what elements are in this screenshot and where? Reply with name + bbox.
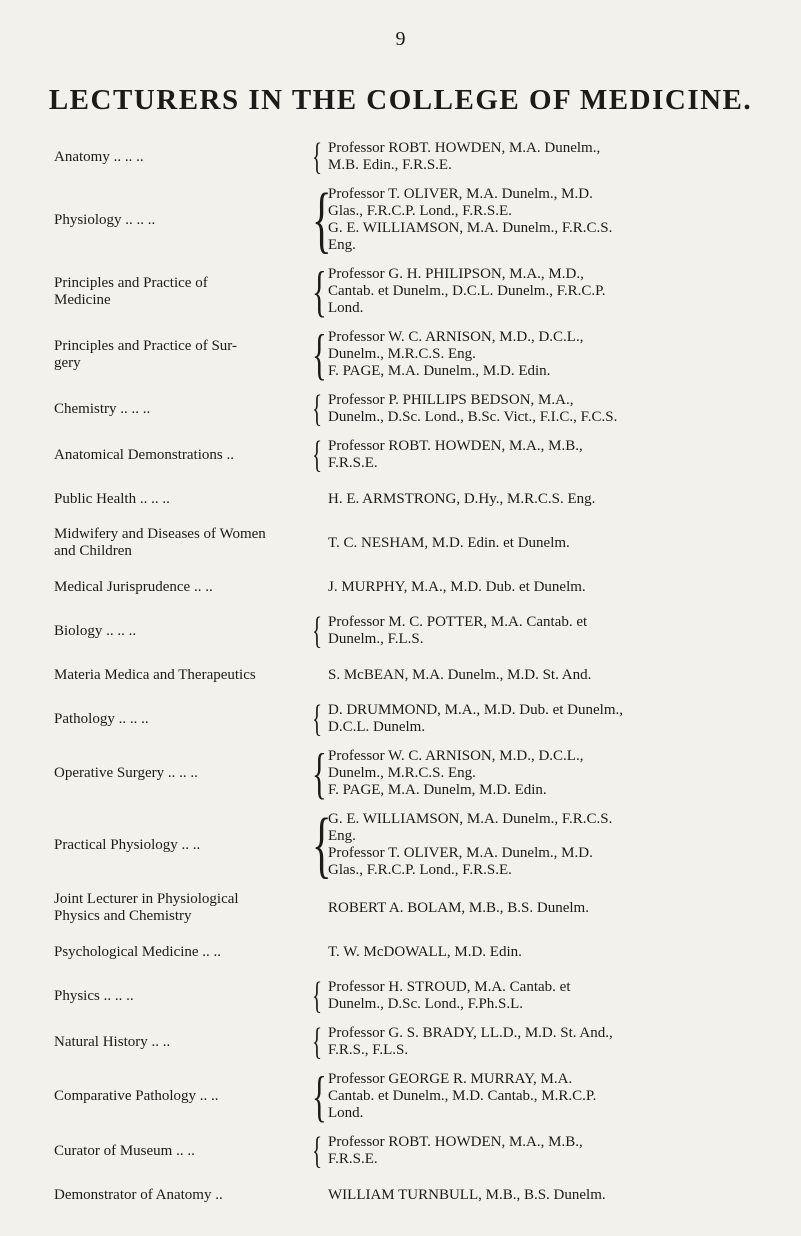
brace-glyph: { bbox=[312, 388, 323, 430]
subject-line: Natural History .. .. bbox=[54, 1033, 171, 1050]
lecturer-names bbox=[328, 900, 774, 917]
lecturer-entry bbox=[54, 388, 774, 430]
lecturer-line: Professor W. C. ARNISON, M.D., D.C.L., bbox=[328, 329, 584, 345]
page-title: LECTURERS IN THE COLLEGE OF MEDICINE. bbox=[48, 84, 753, 116]
lecturer-names bbox=[328, 392, 774, 426]
page-number: 9 bbox=[395, 28, 406, 50]
lecturer-entry bbox=[54, 434, 774, 476]
subject-name bbox=[54, 401, 312, 418]
subject-line: Medicine bbox=[54, 291, 111, 308]
brace-glyph: { bbox=[312, 975, 323, 1017]
brace-glyph: { bbox=[312, 698, 323, 740]
lecturer-line: Professor G. S. BRADY, LL.D., M.D. St. And., bbox=[328, 1025, 613, 1041]
subject-name bbox=[54, 1034, 312, 1051]
subject-line: Anatomical Demonstrations .. bbox=[54, 446, 234, 463]
lecturer-line: T. C. NESHAM, M.D. Edin. et Dunelm. bbox=[328, 534, 570, 551]
subject-line: Demonstrator of Anatomy .. bbox=[54, 1186, 223, 1203]
lecturer-line: Lond. bbox=[328, 300, 364, 316]
subject-name bbox=[54, 579, 312, 596]
subject-name bbox=[54, 1143, 312, 1160]
subject-line: Principles and Practice of bbox=[54, 274, 208, 291]
lecturer-line: F.R.S., F.L.S. bbox=[328, 1042, 409, 1058]
lecturer-line: Professor T. OLIVER, M.A. Dunelm., M.D. bbox=[328, 186, 593, 202]
lecturer-line: ROBERT A. BOLAM, M.B., B.S. Dunelm. bbox=[328, 899, 589, 916]
lecturer-names bbox=[328, 491, 774, 508]
lecturer-entry bbox=[54, 572, 774, 602]
subject-name bbox=[54, 1187, 312, 1204]
brace-glyph: { bbox=[312, 179, 332, 261]
lecturer-names bbox=[328, 329, 774, 380]
lecturer-line: Eng. bbox=[328, 828, 356, 844]
brace-glyph: { bbox=[312, 136, 323, 178]
lecturer-line: D. DRUMMOND, M.A., M.D. Dub. et Dunelm., bbox=[328, 702, 623, 718]
subject-line: and Children bbox=[54, 543, 132, 559]
lecturer-names bbox=[328, 1187, 774, 1204]
subject-name bbox=[54, 944, 312, 961]
subject-line: Curator of Museum .. .. bbox=[54, 1142, 195, 1159]
lecturer-line: Eng. bbox=[328, 237, 356, 253]
lecturer-line: S. McBEAN, M.A. Dunelm., M.D. St. And. bbox=[328, 666, 592, 683]
subject-name bbox=[54, 447, 312, 464]
lecturer-entry bbox=[54, 260, 774, 323]
lecturer-line: F. PAGE, M.A. Dunelm, M.D. Edin. bbox=[328, 782, 547, 798]
subject-line: Physics and Chemistry bbox=[54, 908, 192, 924]
subject-name bbox=[54, 623, 312, 640]
subject-name bbox=[54, 667, 312, 684]
lecturer-line: G. E. WILLIAMSON, M.A. Dunelm., F.R.C.S. bbox=[328, 220, 613, 236]
lecturer-line: H. E. ARMSTRONG, D.Hy., M.R.C.S. Eng. bbox=[328, 490, 596, 507]
subject-line: Midwifery and Diseases of Women bbox=[54, 526, 266, 542]
subject-line: Operative Surgery .. .. .. bbox=[54, 765, 198, 781]
lecturer-line: T. W. McDOWALL, M.D. Edin. bbox=[328, 943, 522, 960]
lecturer-line: D.C.L. Dunelm. bbox=[328, 719, 426, 735]
lecturer-names bbox=[328, 1025, 774, 1059]
subject-name bbox=[54, 212, 312, 229]
lecturer-line: Cantab. et Dunelm., D.C.L. Dunelm., F.R.C.P. bbox=[328, 283, 606, 299]
subject-name bbox=[54, 765, 312, 782]
lecturer-entry bbox=[54, 1065, 774, 1128]
subject-line: gery bbox=[54, 354, 81, 371]
lecturer-entry bbox=[54, 937, 774, 967]
subject-line: Joint Lecturer in Physiological bbox=[54, 891, 239, 907]
lecturer-entry bbox=[54, 136, 774, 178]
lecturer-line: Glas., F.R.C.P. Lond., F.R.S.E. bbox=[328, 203, 512, 219]
lecturer-line: Professor ROBT. HOWDEN, M.A., M.B., bbox=[328, 438, 583, 454]
subject-line: Chemistry .. .. .. bbox=[54, 400, 151, 417]
lecturer-names bbox=[328, 979, 774, 1013]
lecturer-line: Dunelm., D.Sc. Lond., F.Ph.S.L. bbox=[328, 996, 524, 1012]
subject-name bbox=[54, 891, 312, 925]
lecturer-names bbox=[328, 614, 774, 648]
lecturer-names bbox=[328, 1071, 774, 1122]
brace-glyph: { bbox=[312, 610, 323, 652]
subject-line: Biology .. .. .. bbox=[54, 622, 137, 639]
lecturer-line: Professor T. OLIVER, M.A. Dunelm., M.D. bbox=[328, 845, 593, 861]
lecturer-names bbox=[328, 579, 774, 596]
brace-glyph: { bbox=[312, 434, 323, 476]
lecturer-line: Lond. bbox=[328, 1105, 364, 1121]
lecturer-names bbox=[328, 266, 774, 317]
brace-glyph: { bbox=[312, 260, 327, 323]
subject-name bbox=[54, 275, 312, 309]
lecturer-line: Dunelm., D.Sc. Lond., B.Sc. Vict., F.I.C., F.C.S. bbox=[328, 409, 618, 425]
subject-name bbox=[54, 1088, 312, 1105]
lecturer-entry bbox=[54, 804, 774, 886]
subject-line: Comparative Pathology .. .. bbox=[54, 1088, 219, 1104]
lecturer-names bbox=[328, 702, 774, 736]
subject-line: Principles and Practice of Sur- bbox=[54, 337, 237, 354]
lecturer-line: Professor W. C. ARNISON, M.D., D.C.L., bbox=[328, 748, 584, 764]
lecturer-line: Dunelm., M.R.C.S. Eng. bbox=[328, 346, 476, 362]
lecturer-entry bbox=[54, 323, 774, 386]
subject-line: Pathology .. .. .. bbox=[54, 710, 149, 727]
lecturer-names bbox=[328, 748, 774, 799]
lecturer-line: G. E. WILLIAMSON, M.A. Dunelm., F.R.C.S. bbox=[328, 811, 613, 827]
lecturer-line: Professor ROBT. HOWDEN, M.A., M.B., bbox=[328, 1134, 583, 1150]
lecturer-entry bbox=[54, 1130, 774, 1172]
lecturer-line: F.R.S.E. bbox=[328, 1151, 378, 1167]
lecturer-line: F.R.S.E. bbox=[328, 455, 378, 471]
subject-line: Physics .. .. .. bbox=[54, 987, 134, 1004]
subject-line: Anatomy .. .. .. bbox=[54, 148, 144, 165]
subject-line: Public Health .. .. .. bbox=[54, 490, 170, 507]
lecturer-entry bbox=[54, 1180, 774, 1210]
lecturer-names bbox=[328, 1134, 774, 1168]
lecturer-line: J. MURPHY, M.A., M.D. Dub. et Dunelm. bbox=[328, 578, 586, 595]
lecturer-line: Professor H. STROUD, M.A. Cantab. et bbox=[328, 979, 571, 995]
lecturer-names bbox=[328, 667, 774, 684]
lecturer-names bbox=[328, 944, 774, 961]
brace-glyph: { bbox=[312, 1130, 323, 1172]
lecturer-line: Dunelm., M.R.C.S. Eng. bbox=[328, 765, 476, 781]
lecturer-line: Cantab. et Dunelm., M.D. Cantab., M.R.C.P. bbox=[328, 1088, 597, 1104]
lecturer-line: F. PAGE, M.A. Dunelm., M.D. Edin. bbox=[328, 363, 551, 379]
brace-glyph: { bbox=[312, 323, 327, 386]
lecturer-line: Dunelm., F.L.S. bbox=[328, 631, 424, 647]
lecturer-entry bbox=[54, 610, 774, 652]
lecturer-line: M.B. Edin., F.R.S.E. bbox=[328, 157, 452, 173]
lecturer-names bbox=[328, 811, 774, 879]
subject-line: Psychological Medicine .. .. bbox=[54, 943, 222, 960]
lecturer-entry bbox=[54, 1021, 774, 1063]
brace-glyph: { bbox=[312, 804, 332, 886]
lecturer-entry bbox=[54, 742, 774, 805]
lecturer-names bbox=[328, 438, 774, 472]
brace-glyph: { bbox=[312, 1021, 323, 1063]
lecturer-line: Professor GEORGE R. MURRAY, M.A. bbox=[328, 1071, 573, 1087]
lecturer-line: Glas., F.R.C.P. Lond., F.R.S.E. bbox=[328, 862, 512, 878]
subject-line: Practical Physiology .. .. bbox=[54, 836, 201, 853]
lecturer-entry bbox=[54, 698, 774, 740]
lecturer-entry bbox=[54, 660, 774, 690]
subject-name bbox=[54, 837, 312, 854]
lecturer-names bbox=[328, 140, 774, 174]
subject-line: Medical Jurisprudence .. .. bbox=[54, 578, 213, 595]
brace-glyph: { bbox=[312, 742, 327, 805]
subject-name bbox=[54, 338, 312, 372]
subject-name bbox=[54, 711, 312, 728]
subject-name bbox=[54, 149, 312, 166]
subject-line: Physiology .. .. .. bbox=[54, 211, 156, 228]
lecturer-line: Professor ROBT. HOWDEN, M.A. Dunelm., bbox=[328, 140, 601, 156]
lecturer-line: WILLIAM TURNBULL, M.B., B.S. Dunelm. bbox=[328, 1186, 606, 1203]
lecturer-entry bbox=[54, 975, 774, 1017]
lecturer-names bbox=[328, 186, 774, 254]
lecturer-line: Professor G. H. PHILIPSON, M.A., M.D., bbox=[328, 266, 584, 282]
lecturer-list bbox=[54, 136, 774, 1222]
brace-glyph: { bbox=[312, 1065, 327, 1128]
lecturer-entry bbox=[54, 526, 774, 560]
subject-name bbox=[54, 491, 312, 508]
subject-name bbox=[54, 988, 312, 1005]
subject-line: Materia Medica and Therapeutics bbox=[54, 666, 256, 683]
lecturer-line: Professor M. C. POTTER, M.A. Cantab. et bbox=[328, 614, 588, 630]
lecturer-entry bbox=[54, 179, 774, 261]
lecturer-entry bbox=[54, 891, 774, 925]
lecturer-line: Professor P. PHILLIPS BEDSON, M.A., bbox=[328, 392, 574, 408]
lecturer-names bbox=[328, 535, 774, 552]
lecturer-entry bbox=[54, 484, 774, 514]
subject-name bbox=[54, 526, 312, 560]
